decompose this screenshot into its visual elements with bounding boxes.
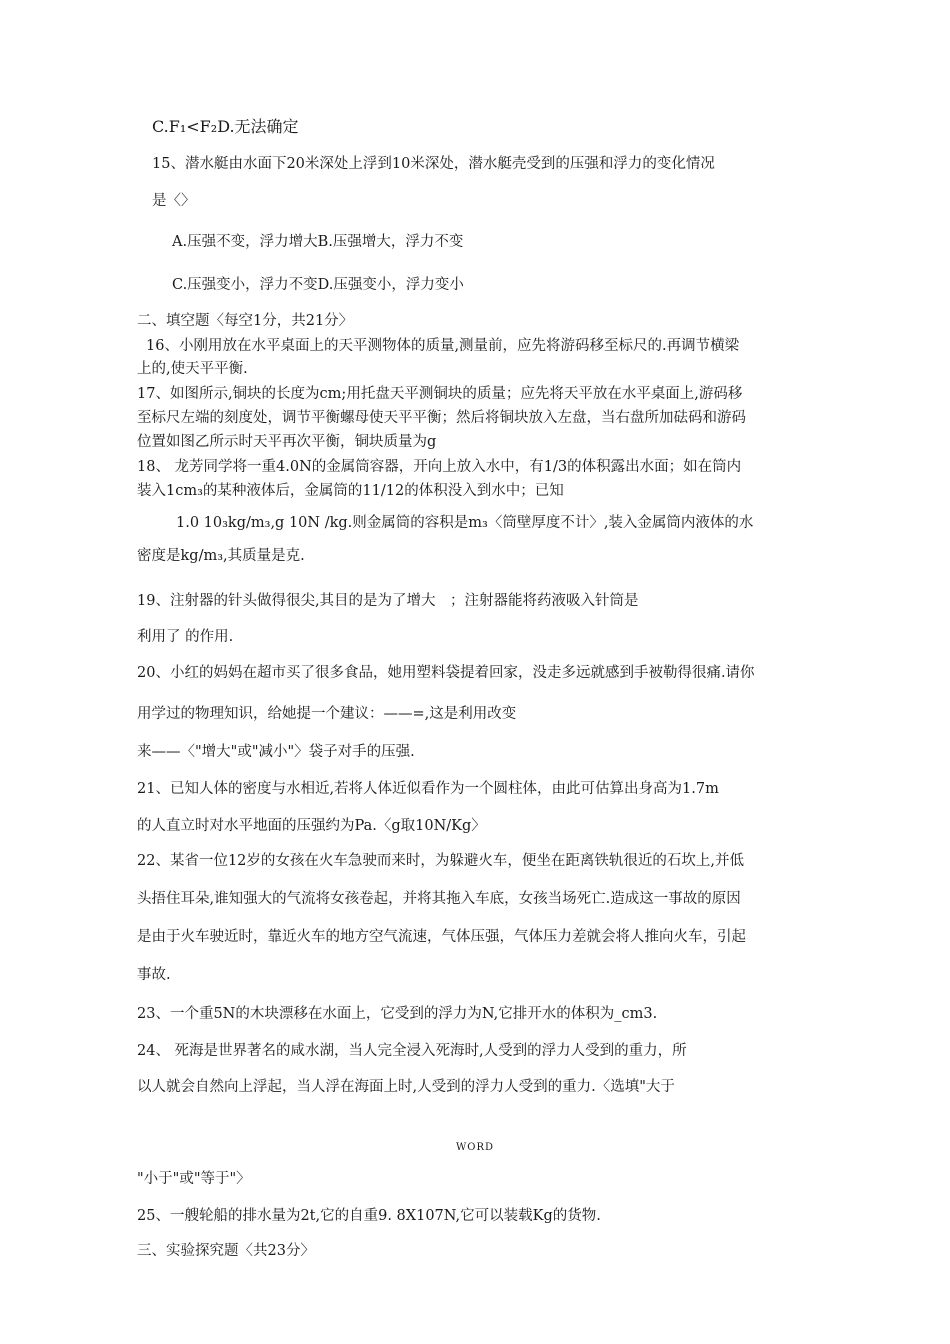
question-15: 15、潜水艇由水面下20米深处上浮到10米深处，潜水艇壳受到的压强和浮力的变化情况 [152,156,715,172]
section-3-heading: 三、实验探究题〈共23分〉 [137,1243,315,1259]
question-24-cont: 以人就会自然向上浮起，当人浮在海面上时,人受到的浮力人受到的重力.〈选填"大于 [137,1079,675,1095]
question-20: 20、小红的妈妈在超市买了很多食品，她用塑料袋提着回家，没走多远就感到手被勒得很痛.请你 [137,665,755,681]
question-18-formula: 1.0 10₃kg/m₃,g 10N /kg.则金属筒的容积是m₃〈筒壁厚度不计〉,装入金属筒内液体的水 [176,515,754,531]
question-16: 16、小刚用放在水平桌面上的天平测物体的质量,测量前，应先将游码移至标尺的.再调节横梁 [146,338,740,354]
question-20-cont-2: 来——〈"增大"或"减小"〉袋子对手的压强. [137,744,415,760]
question-22-cont-1: 头捂住耳朵,谁知强大的气流将女孩卷起，并将其拖入车底，女孩当场死亡.造成这一事故的原因 [137,891,741,907]
question-24-end: "小于"或"等于"〉 [137,1171,251,1187]
question-20-cont-1: 用学过的物理知识，给她提一个建议：——=,这是利用改变 [137,706,517,722]
option-c-d-q15: C.压强变小，浮力不变D.压强变小，浮力变小 [172,277,464,293]
question-17-cont-1: 至标尺左端的刻度处，调节平衡螺母使天平平衡；然后将铜块放入左盘，当右盘所加砝码和游码 [137,410,746,426]
question-17-cont-2: 位置如图乙所示时天平再次平衡，铜块质量为g [137,434,437,450]
question-21-cont: 的人直立时对水平地面的压强约为Pa.〈g取10N/Kg〉 [137,818,486,834]
option-a-b-q15: A.压强不变，浮力增大B.压强增大，浮力不变 [172,234,464,250]
question-18: 18、 龙芳同学将一重4.0N的金属筒容器，开向上放入水中，有1/3的体积露出水面；如在筒内 [137,459,742,475]
question-18-cont-2: 密度是kg/m₃,其质量是克. [137,548,305,564]
question-19: 19、注射器的针头做得很尖,其目的是为了增大 ；注射器能将药液吸入针筒是 [137,593,639,609]
option-c-d-q14: C.F₁<F₂D.无法确定 [152,117,299,136]
page-footer-word: WORD [455,1142,495,1153]
question-22-cont-3: 事故. [137,967,171,983]
question-19-cont: 利用了 的作用. [137,629,234,645]
question-24: 24、 死海是世界著名的咸水湖，当人完全浸入死海时,人受到的浮力人受到的重力，所 [137,1043,687,1059]
question-23: 23、一个重5N的木块漂移在水面上，它受到的浮力为N,它排开水的体积为_cm3. [137,1006,658,1022]
question-25: 25、一艘轮船的排水量为2t,它的自重9. 8X107N,它可以装载Kg的货物. [137,1208,601,1224]
question-21: 21、已知人体的密度与水相近,若将人体近似看作为一个圆柱体，由此可估算出身高为1.7m [137,781,719,797]
question-16-cont: 上的,使天平平衡. [137,361,248,377]
section-2-heading: 二、填空题〈每空1分，共21分〉 [137,313,354,329]
question-22-cont-2: 是由于火车驶近时，靠近火车的地方空气流速，气体压强，气体压力差就会将人推向火车，引起 [137,929,746,945]
question-18-cont-1: 装入1cm₃的某种液体后，金属筒的11/12的体积没入到水中；已知 [137,483,564,499]
question-22: 22、某省一位12岁的女孩在火车急驶而来时，为躲避火车，便坐在距离铁轨很近的石坎上,并低 [137,853,745,869]
question-15-cont: 是〈〉 [152,193,196,209]
question-17: 17、如图所示,铜块的长度为cm;用托盘天平测铜块的质量；应先将天平放在水平桌面上,游码移 [137,386,743,402]
